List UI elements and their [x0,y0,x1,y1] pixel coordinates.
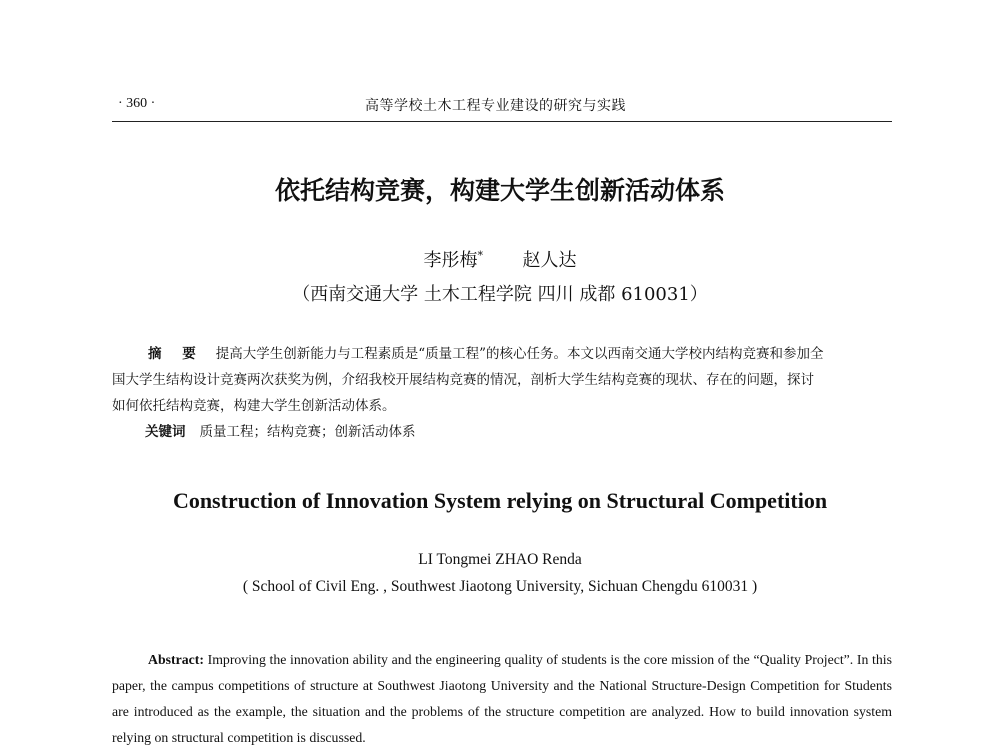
journal-title: 高等学校土木工程专业建设的研究与实践 [365,98,626,114]
authors-chinese [0,246,1000,272]
abstract-cn-text-1: 提高大学生创新能力与工程素质是“质量工程”的核心任务。本文以西南交通大学校内结构竞赛和参加全 [215,346,824,362]
affiliation-english: ( School of Civil Eng. , Southwest Jiaotong University, Sichuan Chengdu 610031 ) [242,578,758,595]
affiliation-chinese: （西南交通大学 土木工程学院 四川 成都 610031） [292,284,708,305]
abstract-cn-line-1 [148,342,898,366]
paper-title-chinese: 依托结构竞赛，构建大学生创新活动体系 [274,176,725,205]
abstract-en-text: Improving the innovation ability and the engineering quality of students is the core mission of the “Quality Project”. In this paper, the campus competitions of structure at Southwest Jiaotong University and the National Structure-Design Competition for Students are introduced as the example, the situation and the problems of the structure competition are analyzed. How to build innovation system relying on structural competition is discussed. [112,652,892,745]
abstract-cn-line-2: 国大学生结构设计竞赛两次获奖为例，介绍我校开展结构竞赛的情况，剖析大学生结构竞赛的现状、存在的问题，探讨 [112,372,814,388]
paper-title-english: Construction of Innovation System relying on Structural Competition [172,488,828,513]
keywords-cn-label: 关键词 [145,424,186,440]
page-number: · 360 · [118,96,156,111]
author-1-cn: 李彤梅 [423,250,478,271]
corresponding-mark: * [477,249,484,262]
abstract-cn-line-3: 如何依托结构竞赛，构建大学生创新活动体系。 [112,398,396,414]
authors-english: LI Tongmei ZHAO Renda [418,551,582,568]
abstract-cn-label: 摘 要 [148,346,204,362]
keywords-cn [145,420,416,440]
abstract-en-label: Abstract: [148,652,204,667]
header-rule [112,121,892,122]
abstract-english [112,647,892,751]
keywords-cn-text: 质量工程；结构竞赛；创新活动体系 [199,424,416,440]
author-2-cn: 赵人达 [522,250,577,271]
